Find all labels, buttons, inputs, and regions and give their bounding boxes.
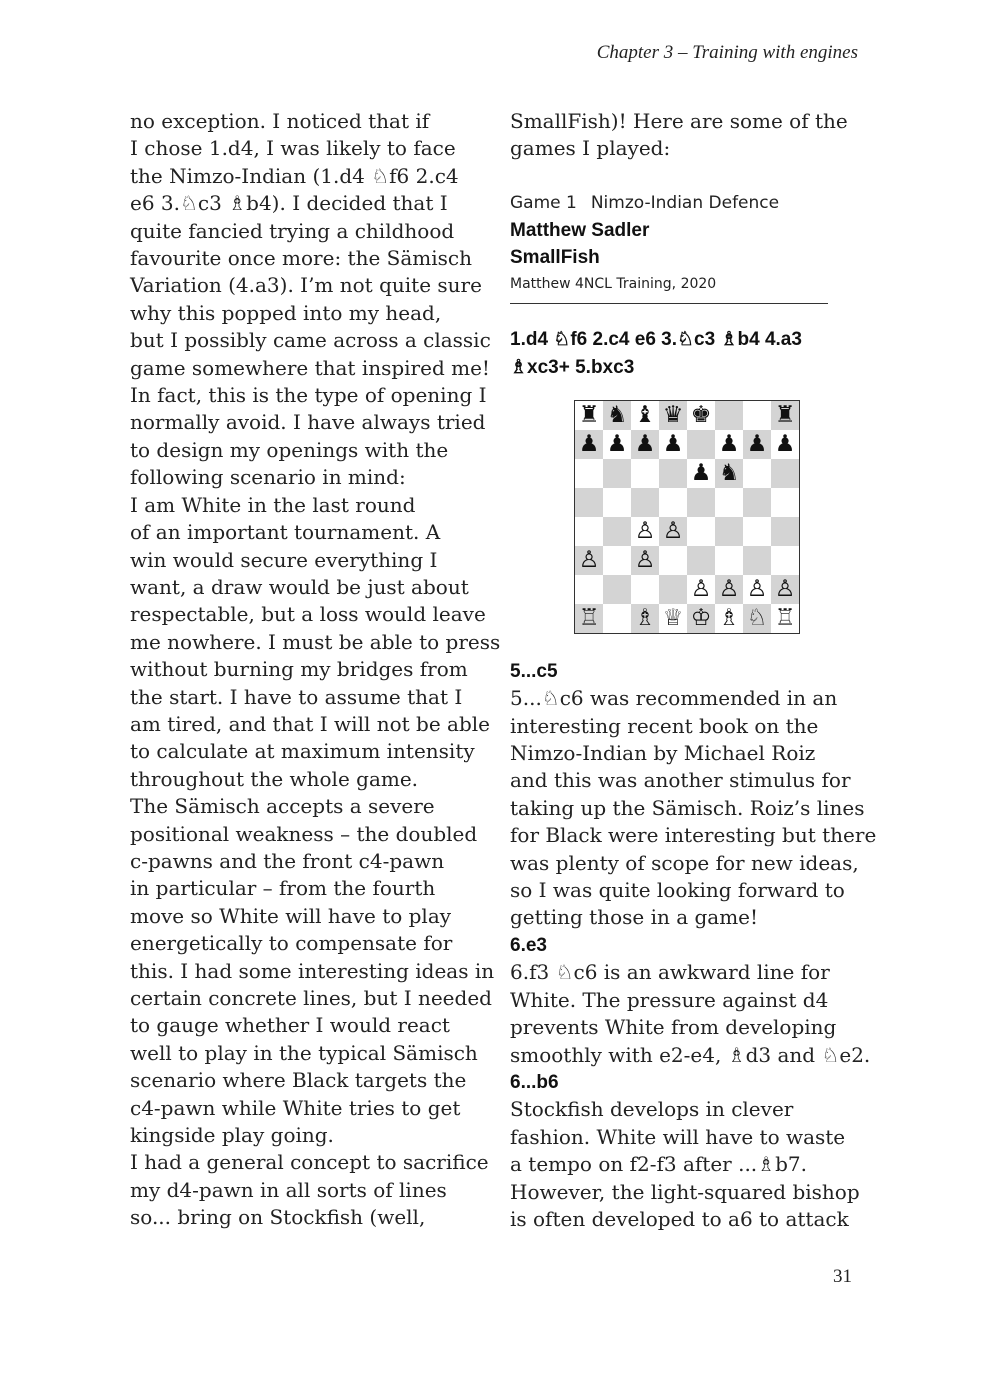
moves-line: ♗xc3+ 5.bxc3: [510, 356, 635, 378]
annotation-line: 5...♘c6 was recommended in an: [510, 686, 838, 711]
intro-line: games I played:: [510, 136, 671, 161]
text-line: quite fancied trying a childhood: [130, 218, 455, 243]
text-line: kingside play going.: [130, 1123, 334, 1148]
move-heading: 6...b6: [510, 1071, 559, 1093]
text-line: in particular – from the fourth: [130, 876, 436, 901]
chess-piece: ♟: [743, 430, 771, 459]
annotation-line: so I was quite looking forward to: [510, 878, 845, 903]
move-heading: 6.e3: [510, 934, 547, 956]
board-square: [743, 459, 771, 488]
board-square: [631, 575, 659, 604]
chess-piece: ♟: [659, 430, 687, 459]
board-square: [631, 459, 659, 488]
chess-piece: ♟: [603, 430, 631, 459]
text-line: without burning my bridges from: [130, 657, 468, 682]
annotation-line: and this was another stimulus for: [510, 768, 851, 793]
chess-piece: ♞: [603, 401, 631, 430]
board-square: [715, 488, 743, 517]
right-column: [510, 108, 877, 1233]
board-square: [715, 546, 743, 575]
annotation-line: fashion. White will have to waste: [510, 1124, 846, 1149]
annotation-line: for Black were interesting but there: [510, 823, 877, 848]
annotation-line: taking up the Sämisch. Roiz’s lines: [510, 795, 865, 820]
board-square: [743, 488, 771, 517]
text-line: but I possibly came across a classic: [130, 328, 491, 353]
text-line: I am White in the last round: [130, 492, 416, 517]
text-line: scenario where Black targets the: [130, 1068, 467, 1093]
text-line: I chose 1.d4, I was likely to face: [130, 136, 456, 161]
board-square: [687, 546, 715, 575]
annotations: [510, 658, 877, 1234]
text-line: following scenario in mind:: [130, 465, 406, 490]
text-line: my d4-pawn in all sorts of lines: [130, 1177, 447, 1202]
game-event: Matthew 4NCL Training, 2020: [510, 275, 717, 292]
moves-line: 1.d4 ♘f6 2.c4 e6 3.♘c3 ♗b4 4.a3: [510, 328, 802, 350]
text-line: The Sämisch accepts a severe: [130, 794, 435, 819]
chess-piece: ♟: [771, 430, 799, 459]
board-square: [715, 517, 743, 546]
text-line: no exception. I noticed that if: [130, 109, 430, 133]
intro-line: SmallFish)! Here are some of the: [510, 109, 848, 133]
annotation-line: interesting recent book on the: [510, 713, 819, 738]
text-line: want, a draw would be just about: [130, 574, 469, 599]
text-line: normally avoid. I have always tried: [130, 410, 486, 435]
board-square: [659, 546, 687, 575]
text-line: this. I had some interesting ideas in: [130, 958, 495, 983]
annotation-line: Nimzo-Indian by Michael Roiz: [510, 741, 816, 766]
board-square: [575, 517, 603, 546]
game-heading: [510, 190, 870, 217]
board-square: [575, 488, 603, 517]
annotation-line: getting those in a game!: [510, 905, 759, 930]
annotation-line: Stockfish develops in clever: [510, 1097, 794, 1122]
chess-piece: ♙: [631, 546, 659, 575]
text-line: the Nimzo-Indian (1.d4 ♘f6 2.c4: [130, 163, 459, 188]
annotation-line: White. The pressure against d4: [510, 987, 829, 1012]
board-square: [687, 517, 715, 546]
chess-piece: ♛: [659, 401, 687, 430]
game-number: Game 1: [510, 192, 577, 213]
chapter-header: Chapter 3 – Training with engines: [596, 42, 858, 63]
board-square: [771, 488, 799, 517]
game-opening: Nimzo-Indian Defence: [590, 192, 780, 213]
board-square: [771, 517, 799, 546]
text-line: In fact, this is the type of opening I: [130, 383, 487, 408]
left-column: [130, 108, 501, 1232]
board-square: [575, 575, 603, 604]
chess-piece: ♕: [659, 604, 687, 633]
text-line: win would secure everything I: [130, 547, 438, 572]
text-line: well to play in the typical Sämisch: [130, 1040, 478, 1065]
page-number: 31: [833, 1266, 852, 1287]
text-line: Variation (4.a3). I’m not quite sure: [130, 273, 482, 298]
chess-piece: ♜: [771, 401, 799, 430]
move-heading: 5...c5: [510, 660, 558, 682]
chess-piece: ♚: [687, 401, 715, 430]
text-line: energetically to compensate for: [130, 931, 453, 956]
board-square: [771, 459, 799, 488]
board-square: [603, 459, 631, 488]
board-square: [743, 517, 771, 546]
text-line: so... bring on Stockfish (well,: [130, 1205, 426, 1230]
annotation-line: prevents White from developing: [510, 1015, 837, 1040]
chess-piece: ♙: [631, 517, 659, 546]
board-square: [771, 546, 799, 575]
annotation-line: However, the light-squared bishop: [510, 1179, 860, 1204]
text-line: e6 3.♘c3 ♗b4). I decided that I: [130, 191, 448, 216]
text-line: to gauge whether I would react: [130, 1013, 450, 1038]
text-line: why this popped into my head,: [130, 300, 442, 325]
text-line: throughout the whole game.: [130, 766, 419, 791]
chess-piece: ♝: [631, 401, 659, 430]
black-player: SmallFish: [510, 246, 600, 268]
board-square: [603, 517, 631, 546]
board-square: [575, 459, 603, 488]
text-line: c4-pawn while White tries to get: [130, 1095, 461, 1120]
chess-piece: ♙: [715, 575, 743, 604]
text-line: the start. I have to assume that I: [130, 684, 463, 709]
chess-piece: ♙: [575, 546, 603, 575]
chess-piece: ♙: [687, 575, 715, 604]
board-square: [659, 488, 687, 517]
chess-piece: ♖: [575, 604, 603, 633]
chess-piece: ♗: [631, 604, 659, 633]
chess-piece: ♔: [687, 604, 715, 633]
text-line: positional weakness – the doubled: [130, 821, 478, 846]
board-square: [603, 488, 631, 517]
board-square: [603, 604, 631, 633]
board-square: [743, 401, 771, 430]
chess-piece: ♟: [575, 430, 603, 459]
white-player: Matthew Sadler: [510, 219, 650, 241]
board-square: [603, 546, 631, 575]
text-line: me nowhere. I must be able to press: [130, 629, 501, 654]
chess-piece: ♞: [715, 459, 743, 488]
board-square: [687, 488, 715, 517]
annotation-line: smoothly with e2-e4, ♗d3 and ♘e2.: [510, 1042, 871, 1067]
text-line: respectable, but a loss would leave: [130, 602, 486, 627]
board-square: [659, 459, 687, 488]
chess-piece: ♖: [771, 604, 799, 633]
board-square: [715, 401, 743, 430]
chess-piece: ♘: [743, 604, 771, 633]
chess-piece: ♙: [659, 517, 687, 546]
board-square: [743, 546, 771, 575]
text-line: to calculate at maximum intensity: [130, 739, 475, 764]
chess-piece: ♗: [715, 604, 743, 633]
annotation-line: 6.f3 ♘c6 is an awkward line for: [510, 960, 830, 985]
divider: [510, 303, 828, 304]
text-line: to design my openings with the: [130, 437, 449, 462]
chess-piece: ♙: [771, 575, 799, 604]
text-line: of an important tournament. A: [130, 520, 441, 545]
text-line: certain concrete lines, but I needed: [130, 986, 492, 1010]
chess-piece: ♙: [743, 575, 771, 604]
chess-piece: ♜: [575, 401, 603, 430]
chess-piece: ♟: [715, 430, 743, 459]
annotation-line: is often developed to a6 to attack: [510, 1206, 849, 1231]
opening-moves: [510, 326, 870, 382]
text-line: move so White will have to play: [130, 903, 452, 928]
annotation-line: was plenty of scope for new ideas,: [510, 850, 859, 875]
text-line: I had a general concept to sacrifice: [130, 1150, 489, 1175]
text-line: favourite once more: the Sämisch: [130, 246, 472, 271]
annotation-line: a tempo on f2-f3 after ...♗b7.: [510, 1152, 807, 1177]
board-square: [659, 575, 687, 604]
chess-piece: ♟: [687, 459, 715, 488]
text-line: am tired, and that I will not be able: [130, 711, 490, 736]
board-square: [603, 575, 631, 604]
text-line: c-pawns and the front c4-pawn: [130, 848, 445, 873]
chess-board: [574, 400, 800, 634]
chess-piece: ♟: [631, 430, 659, 459]
board-square: [687, 430, 715, 459]
chess-diagram: [574, 400, 800, 634]
board-square: [631, 488, 659, 517]
text-line: game somewhere that inspired me!: [130, 355, 490, 380]
